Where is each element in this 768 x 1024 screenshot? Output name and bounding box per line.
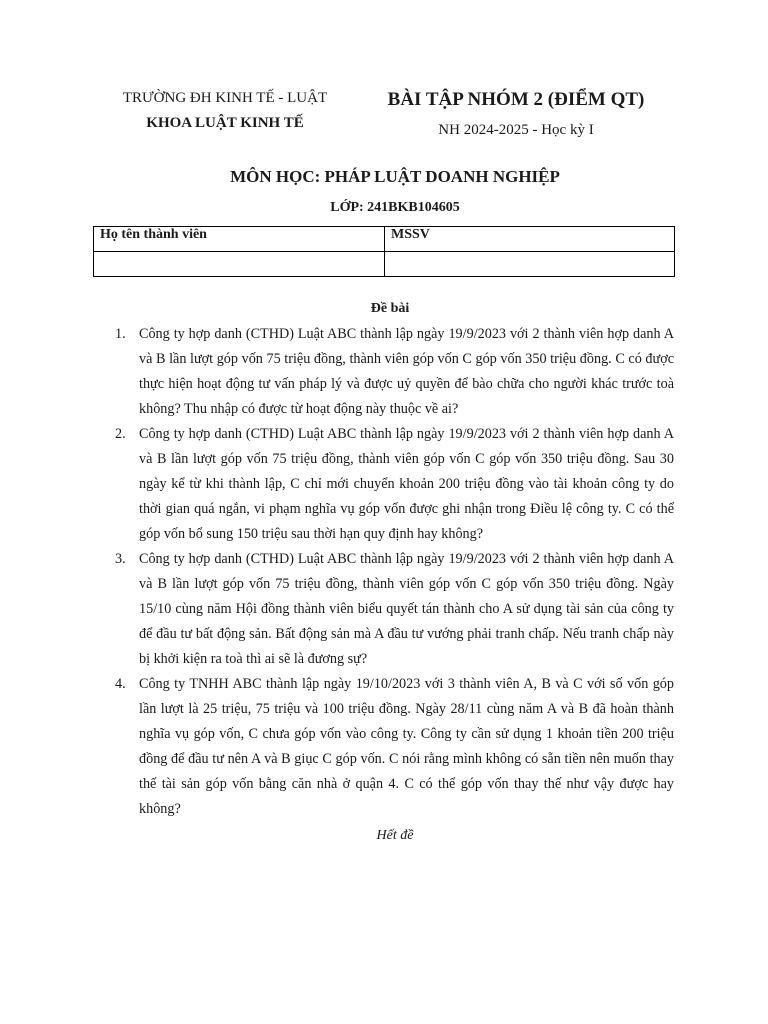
question-text: Công ty hợp danh (CTHD) Luật ABC thành lập ngày 19/9/2023 với 2 thành viên hợp danh A và B lần lượt góp vốn 75 triệu đồng, thành viên góp vốn C góp vốn 350 triệu đồng. C có được thực hiện hoạt động tư vấn pháp lý và được uỷ quyền để bào chữa cho người khác trước toà không? Thu nhập có được từ hoạt động này thuộc về ai?	[139, 326, 674, 417]
faculty-name: KHOA LUẬT KINH TẾ	[146, 115, 304, 131]
question-item-4	[115, 672, 674, 822]
question-text: Công ty TNHH ABC thành lập ngày 19/10/2023 với 3 thành viên A, B và C với số vốn góp lần lượt là 25 triệu, 75 triệu và 100 triệu đồng. Ngày 28/11 cùng năm A và B đã hoàn thành nghĩa vụ góp vốn, C chưa góp vốn vào công ty. Công ty cần sử dụng 1 khoản tiền 200 triệu đồng để đầu tư nên A và B giục C góp vốn. C nói rằng mình không có sẵn tiền nên muốn thay thế tài sản góp vốn bằng căn nhà ở quận 4. C có thể góp vốn thay thế như vậy được hay không?	[139, 676, 674, 817]
section-title: Đề bài	[370, 301, 410, 316]
student-id-header: MSSV	[385, 227, 675, 252]
question-number: 2.	[115, 426, 126, 442]
course-title: MÔN HỌC: PHÁP LUẬT DOANH NGHIỆP	[230, 167, 560, 186]
question-item-2	[115, 422, 674, 547]
term-line: NH 2024-2025 - Học kỳ I	[438, 122, 594, 138]
class-code: LỚP: 241BKB104605	[330, 200, 460, 215]
header-left	[100, 86, 350, 136]
university-name: TRƯỜNG ĐH KINH TẾ - LUẬT	[122, 90, 328, 106]
end-note: Hết đề	[376, 828, 414, 843]
member-name-header: Họ tên thành viên	[94, 227, 385, 252]
assignment-title: BÀI TẬP NHÓM 2 (ĐIỂM QT)	[387, 89, 645, 110]
header-right	[360, 84, 672, 144]
question-list	[115, 322, 674, 822]
question-text: Công ty hợp danh (CTHD) Luật ABC thành lập ngày 19/9/2023 với 2 thành viên hợp danh A và B lần lượt góp vốn 75 triệu đồng, thành viên góp vốn C góp vốn 350 triệu đồng. Ngày 15/10 cùng năm Hội đồng thành viên biểu quyết tán thành cho A sử dụng tài sản của công ty để đầu tư bất động sản. Bất động sản mà A đầu tư vướng phải tranh chấp. Nếu tranh chấp này bị khởi kiện ra toà thì ai sẽ là đương sự?	[139, 551, 674, 667]
question-item-3	[115, 547, 674, 672]
question-number: 4.	[115, 676, 126, 692]
question-number: 1.	[115, 326, 126, 342]
student-id-cell	[385, 252, 675, 277]
question-text: Công ty hợp danh (CTHD) Luật ABC thành lập ngày 19/9/2023 với 2 thành viên hợp danh A và B lần lượt góp vốn 75 triệu đồng, thành viên góp vốn C góp vốn 350 triệu đồng. Sau 30 ngày kể từ khi thành lập, C chỉ mới chuyển khoản 200 triệu đồng vào tài khoản công ty do thời gian quá ngắn, vi phạm nghĩa vụ góp vốn được ghi nhận trong Điều lệ công ty. C có thể góp vốn bổ sung 150 triệu sau thời hạn quy định hay không?	[139, 426, 674, 542]
members-table-row	[94, 252, 675, 277]
question-number: 3.	[115, 551, 126, 567]
question-item-1	[115, 322, 674, 422]
members-table	[93, 226, 675, 277]
member-name-cell	[94, 252, 385, 277]
members-table-header-row	[94, 227, 675, 252]
